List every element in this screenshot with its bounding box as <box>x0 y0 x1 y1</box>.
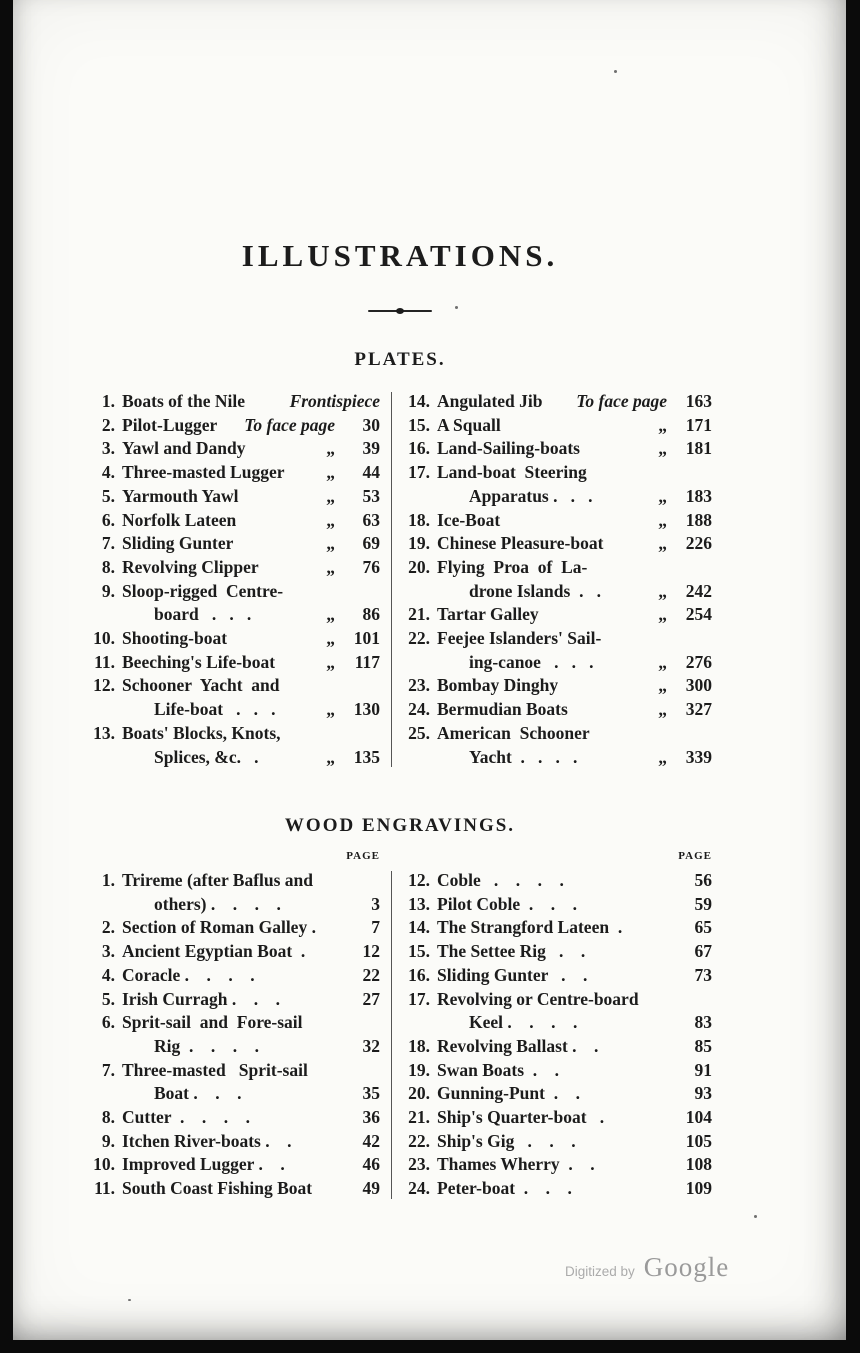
scan-speck <box>128 1299 131 1301</box>
entry-page-number: 30 <box>362 414 380 435</box>
toc-line <box>403 674 712 698</box>
entry-number: 3. <box>101 941 115 962</box>
entry-title: Tartar Galley <box>437 604 539 625</box>
entry-number: 22. <box>408 628 430 649</box>
entry-title: Splices, &c. . <box>154 746 259 767</box>
entry-face-ref: „ <box>326 509 335 530</box>
toc-line <box>403 940 712 964</box>
entry-face-ref: „ <box>326 628 335 649</box>
entry-number: 6. <box>101 1012 115 1033</box>
entry-page-number: 53 <box>362 485 380 506</box>
entry-number: 14. <box>408 917 430 938</box>
toc-line <box>88 674 380 698</box>
toc-line <box>88 1153 380 1177</box>
toc-line <box>403 627 712 651</box>
toc-line <box>403 556 712 580</box>
plates-heading: PLATES. <box>354 349 446 370</box>
entry-title: The Strangford Lateen . <box>437 917 623 938</box>
toc-line <box>88 869 380 893</box>
entry-page-number: 163 <box>685 391 712 411</box>
toc-line <box>403 1035 712 1059</box>
page-label-left: PAGE <box>346 850 380 862</box>
toc-line <box>403 916 712 940</box>
entry-number: 4. <box>101 964 115 985</box>
entry-title: Irish Curragh . . . <box>122 988 280 1009</box>
entry-number: 16. <box>408 964 430 985</box>
entry-title: Coble . . . . <box>437 870 564 890</box>
entry-face-ref: „ <box>326 462 335 483</box>
entry-title: Angulated Jib <box>437 391 543 411</box>
entry-page-number: 7 <box>371 917 380 938</box>
entry-face-ref: To face page <box>576 391 667 411</box>
toc-line <box>403 1130 712 1154</box>
plates-left-column <box>88 390 380 769</box>
entry-page-number: 67 <box>694 941 712 962</box>
entry-number: 8. <box>101 556 115 577</box>
entry-page-number: 105 <box>685 1130 712 1151</box>
entry-page-number: 83 <box>694 1012 712 1033</box>
entry-number: 12. <box>93 675 115 696</box>
entry-title: board . . . <box>154 604 252 625</box>
entry-title: Yarmouth Yawl <box>122 485 239 506</box>
entry-page-number: 73 <box>694 964 712 985</box>
entry-face-ref: „ <box>326 556 335 577</box>
entry-number: 15. <box>408 414 430 435</box>
entry-page-number: 59 <box>694 893 712 914</box>
entry-number: 5. <box>101 485 115 506</box>
entry-number: 5. <box>101 988 115 1009</box>
column-divider <box>391 871 392 1199</box>
toc-line <box>88 1011 380 1035</box>
entry-face-ref: „ <box>658 580 667 601</box>
entry-number: 24. <box>408 699 430 720</box>
entry-title: Revolving or Centre-board <box>437 988 639 1009</box>
toc-line <box>403 988 712 1012</box>
google-logo: Google <box>643 1252 730 1282</box>
scan-speck <box>754 1215 757 1218</box>
toc-line <box>88 988 380 1012</box>
toc-line <box>403 1082 712 1106</box>
entry-number: 20. <box>408 556 430 577</box>
plates-list <box>88 390 712 769</box>
entry-number: 23. <box>408 675 430 696</box>
entry-face-ref: „ <box>658 509 667 530</box>
entry-page-number: 35 <box>362 1083 380 1104</box>
entry-page-number: 63 <box>362 509 380 530</box>
toc-line <box>403 893 712 917</box>
entry-title: Itchen River-boats . . <box>122 1130 292 1151</box>
entry-title: Coracle . . . . <box>122 964 255 985</box>
toc-line <box>88 916 380 940</box>
entry-title: Sloop-rigged Centre- <box>122 580 284 601</box>
entry-face-ref: „ <box>658 604 667 625</box>
entry-title: Thames Wherry . . <box>437 1154 595 1175</box>
entry-page-number: 104 <box>685 1107 712 1128</box>
entry-face-ref: To face page <box>244 414 335 435</box>
entry-page-number: 109 <box>685 1178 712 1199</box>
entry-title: Peter-boat . . . <box>437 1178 572 1199</box>
entry-number: 12. <box>408 870 430 890</box>
toc-line <box>88 580 380 604</box>
entry-number: 1. <box>101 391 115 411</box>
toc-line <box>403 603 712 627</box>
entry-number: 15. <box>408 941 430 962</box>
divider-ornament <box>368 307 432 315</box>
entry-number: 19. <box>408 1059 430 1080</box>
toc-line <box>403 1177 712 1201</box>
watermark-prefix: Digitized by <box>565 1264 635 1279</box>
entry-page-number: 91 <box>694 1059 712 1080</box>
toc-line <box>88 414 380 438</box>
entry-title: Cutter . . . . <box>122 1107 250 1128</box>
entry-title: Life-boat . . . <box>154 699 276 720</box>
entry-page-number: 117 <box>354 651 380 672</box>
entry-page-number: 49 <box>362 1178 380 1199</box>
entry-number: 18. <box>408 1035 430 1056</box>
wood-right-column <box>403 869 712 1201</box>
entry-title: others) . . . . <box>154 893 281 914</box>
entry-page-number: 135 <box>353 746 380 767</box>
entry-face-ref: „ <box>326 485 335 506</box>
entry-title: Boats of the Nile <box>122 391 245 411</box>
entry-title: Ancient Egyptian Boat . <box>122 941 306 962</box>
wood-engravings-heading: WOOD ENGRAVINGS. <box>284 815 516 836</box>
entry-face-ref: „ <box>658 485 667 506</box>
toc-line <box>88 556 380 580</box>
toc-line <box>403 485 712 509</box>
entry-number: 10. <box>93 1154 115 1175</box>
entry-page-number: 101 <box>353 628 380 649</box>
toc-line <box>88 390 380 414</box>
entry-title: Sprit-sail and Fore-sail <box>122 1012 303 1033</box>
entry-page-number: 39 <box>362 438 380 459</box>
entry-page-number: 226 <box>685 533 712 554</box>
entry-number: 6. <box>101 509 115 530</box>
entry-title: Boat . . . <box>154 1083 242 1104</box>
entry-number: 8. <box>101 1107 115 1128</box>
entry-number: 11. <box>94 651 115 672</box>
toc-line <box>88 1106 380 1130</box>
entry-title: Swan Boats . . <box>437 1059 560 1080</box>
scan-speck <box>455 306 458 309</box>
entry-page-number: 93 <box>694 1083 712 1104</box>
entry-title: Flying Proa of La- <box>437 556 588 577</box>
entry-page-number: 183 <box>685 485 712 506</box>
toc-line <box>403 1011 712 1035</box>
entry-title: Bermudian Boats <box>437 699 568 720</box>
entry-page-number: 36 <box>362 1107 380 1128</box>
entry-face-ref: „ <box>658 438 667 459</box>
entry-number: 4. <box>101 462 115 483</box>
entry-face-ref: „ <box>658 414 667 435</box>
page-label-right: PAGE <box>678 850 712 862</box>
entry-number: 1. <box>101 870 115 890</box>
book-page <box>13 0 846 1340</box>
wood-engravings-list <box>88 869 712 1201</box>
entry-number: 19. <box>408 533 430 554</box>
entry-title: South Coast Fishing Boat <box>122 1178 313 1199</box>
entry-title: Trireme (after Baflus and <box>122 870 314 890</box>
entry-title: Gunning-Punt . . <box>437 1083 580 1104</box>
toc-line <box>88 532 380 556</box>
entry-page-number: 86 <box>362 604 380 625</box>
toc-line <box>403 390 712 414</box>
entry-number: 22. <box>408 1130 430 1151</box>
wood-left-column <box>88 869 380 1201</box>
entry-page-number: 108 <box>685 1154 712 1175</box>
toc-line <box>88 651 380 675</box>
entry-title: Pilot-Lugger <box>122 414 218 435</box>
toc-line <box>88 893 380 917</box>
entry-face-ref: „ <box>326 651 335 672</box>
entry-title: Revolving Ballast . . <box>437 1035 599 1056</box>
page-content <box>88 0 712 1340</box>
entry-title: Improved Lugger . . <box>122 1154 285 1175</box>
entry-title: Sliding Gunter . . <box>437 964 588 985</box>
entry-page-number: 130 <box>353 699 380 720</box>
entry-title: Yawl and Dandy <box>122 438 246 459</box>
toc-line <box>403 651 712 675</box>
entry-page-number: 85 <box>694 1035 712 1056</box>
entry-page-number: 46 <box>362 1154 380 1175</box>
entry-page-number: 69 <box>362 533 380 554</box>
toc-line <box>88 1177 380 1201</box>
toc-line <box>88 1059 380 1083</box>
entry-page-number: 22 <box>362 964 380 985</box>
entry-title: American Schooner <box>437 722 590 743</box>
entry-face-ref: „ <box>326 604 335 625</box>
entry-page-number: 254 <box>685 604 712 625</box>
entry-face-ref: „ <box>326 438 335 459</box>
entry-number: 9. <box>101 580 115 601</box>
entry-face-ref: „ <box>658 699 667 720</box>
entry-title: Shooting-boat <box>122 628 228 649</box>
entry-title: Ship's Quarter-boat . <box>437 1107 605 1128</box>
entry-number: 21. <box>408 1107 430 1128</box>
entry-page-number: 188 <box>685 509 712 530</box>
entry-number: 23. <box>408 1154 430 1175</box>
entry-page-number: 65 <box>694 917 712 938</box>
entry-number: 2. <box>101 414 115 435</box>
toc-line <box>88 461 380 485</box>
entry-number: 13. <box>408 893 430 914</box>
entry-title: drone Islands . . <box>469 580 601 601</box>
entry-page-number: 339 <box>685 746 712 767</box>
entry-title: Norfolk Lateen <box>122 509 237 530</box>
toc-line <box>88 485 380 509</box>
entry-title: Apparatus . . . <box>469 485 593 506</box>
entry-title: Land-Sailing-boats <box>437 438 580 459</box>
entry-title: Sliding Gunter <box>122 533 234 554</box>
page-column-headers <box>88 850 712 862</box>
toc-line <box>403 964 712 988</box>
page-header-gap <box>380 850 403 862</box>
toc-line <box>403 1059 712 1083</box>
entry-title: Rig . . . . <box>154 1035 259 1056</box>
toc-line <box>88 1130 380 1154</box>
entry-title: Beeching's Life-boat <box>122 651 276 672</box>
entry-page-number: 3 <box>371 893 380 914</box>
entry-face-ref: „ <box>658 746 667 767</box>
entry-title: Chinese Pleasure-boat <box>437 533 604 554</box>
entry-title: Feejee Islanders' Sail- <box>437 628 602 649</box>
entry-number: 16. <box>408 438 430 459</box>
scan-speck <box>614 70 617 73</box>
entry-number: 11. <box>94 1178 115 1199</box>
entry-page-number: 42 <box>362 1130 380 1151</box>
entry-page-number: 76 <box>362 556 380 577</box>
entry-number: 17. <box>408 988 430 1009</box>
toc-line <box>403 580 712 604</box>
entry-face-ref: „ <box>658 533 667 554</box>
entry-page-number: 12 <box>362 941 380 962</box>
toc-line <box>403 509 712 533</box>
entry-page-number: 327 <box>685 699 712 720</box>
entry-number: 14. <box>408 391 430 411</box>
entry-page-number: 242 <box>685 580 712 601</box>
toc-line <box>88 698 380 722</box>
entry-title: Section of Roman Galley . <box>122 917 316 938</box>
toc-line <box>403 461 712 485</box>
entry-title: Three-masted Lugger <box>122 462 285 483</box>
entry-page-number: 56 <box>694 870 712 890</box>
entry-number: 10. <box>93 628 115 649</box>
plates-right-column <box>403 390 712 769</box>
entry-title: Pilot Coble . . . <box>437 893 577 914</box>
entry-page-number: 44 <box>362 462 380 483</box>
toc-line <box>88 940 380 964</box>
entry-page-number: 300 <box>685 675 712 696</box>
entry-number: 17. <box>408 462 430 483</box>
toc-line <box>403 1153 712 1177</box>
toc-line <box>88 722 380 746</box>
entry-number: 21. <box>408 604 430 625</box>
toc-line <box>403 869 712 893</box>
entry-title: Revolving Clipper <box>122 556 259 577</box>
entry-number: 24. <box>408 1178 430 1199</box>
toc-line <box>403 1106 712 1130</box>
entry-face-ref: „ <box>326 746 335 767</box>
digitized-by-google-watermark <box>565 1252 729 1283</box>
entry-number: 20. <box>408 1083 430 1104</box>
entry-title: Boats' Blocks, Knots, <box>122 722 281 743</box>
entry-page-number: 181 <box>685 438 712 459</box>
entry-title: Yacht . . . . <box>469 746 578 767</box>
entry-title: Keel . . . . <box>469 1012 578 1033</box>
toc-line <box>88 603 380 627</box>
toc-line <box>403 532 712 556</box>
entry-face-ref: „ <box>326 533 335 554</box>
entry-title: Ship's Gig . . . <box>437 1130 576 1151</box>
entry-page-number: 32 <box>362 1035 380 1056</box>
entry-number: 7. <box>101 533 115 554</box>
entry-face-ref: „ <box>658 675 667 696</box>
entry-title: A Squall <box>437 414 501 435</box>
toc-line <box>88 437 380 461</box>
entry-title: Three-masted Sprit-sail <box>122 1059 308 1080</box>
page-title: ILLUSTRATIONS. <box>241 238 559 273</box>
entry-title: Land-boat Steering <box>437 462 587 483</box>
entry-number: 2. <box>101 917 115 938</box>
entry-title: Bombay Dinghy <box>437 675 559 696</box>
toc-line <box>88 964 380 988</box>
toc-line <box>88 1082 380 1106</box>
entry-page-number: 276 <box>685 651 712 672</box>
entry-title: Schooner Yacht and <box>122 675 280 696</box>
toc-line <box>403 414 712 438</box>
toc-line <box>403 698 712 722</box>
entry-face-ref: „ <box>658 651 667 672</box>
entry-face-ref: „ <box>326 699 335 720</box>
column-divider <box>391 392 392 767</box>
toc-line <box>88 746 380 770</box>
entry-number: 7. <box>101 1059 115 1080</box>
entry-title: ing-canoe . . . <box>469 651 594 672</box>
toc-line <box>403 722 712 746</box>
entry-title: Ice-Boat <box>437 509 501 530</box>
entry-number: 25. <box>408 722 430 743</box>
entry-number: 9. <box>101 1130 115 1151</box>
entry-page-number: 171 <box>685 414 712 435</box>
toc-line <box>88 627 380 651</box>
entry-number: 3. <box>101 438 115 459</box>
entry-title: The Settee Rig . . <box>437 941 586 962</box>
entry-face-ref: Frontispiece <box>289 391 380 411</box>
entry-number: 13. <box>93 722 115 743</box>
toc-line <box>403 437 712 461</box>
toc-line <box>88 1035 380 1059</box>
toc-line <box>88 509 380 533</box>
entry-number: 18. <box>408 509 430 530</box>
entry-page-number: 27 <box>362 988 380 1009</box>
toc-line <box>403 746 712 770</box>
